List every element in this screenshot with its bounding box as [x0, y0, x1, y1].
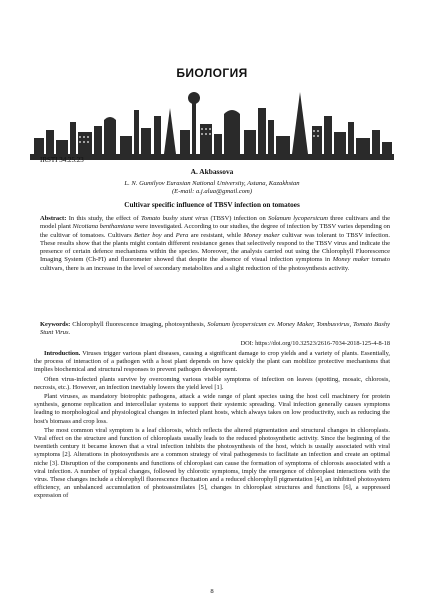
irsti-code: IRSTI 34.25.23 [40, 156, 84, 164]
article-body [34, 350, 390, 502]
affiliation-university: L. N. Gumilyov Eurasian National University, Astana, Kazakhstan [124, 180, 300, 187]
city-skyline-illustration [30, 80, 394, 160]
affiliation [0, 180, 424, 196]
introduction-heading: Introduction. [44, 350, 81, 357]
abstract: Abstract: In this study, the effect of Tomato bushy stunt virus (TBSV) infection on Solanum lycopersicum three cultivars and the model plant Nicotiana benthamiana were investigated. According to our studies, the degree of infection by TBSV varies depending on the cultivar of tomatoes. Cultivars Better boy and Pera are resistant, while Money maker cultivar was tolerant to TBSV infection. These results show that the plants might contain different resistance genes that selectively respond to the TBSV virus and indicate the presence of certain defence mechanisms within the species. Moreover, the analysis carried out using the Chlorophyll Fluorescence Imaging System (Ch-FI) and fluorometer showed that despite the absence of visual infection symptoms in Money maker tomato cultivars, there is an increase in the level of secondary metabolites and a slight reduction of the photosynthesis activity. [40, 215, 391, 272]
paper-title: Cultivar specific influence of TBSV infection on tomatoes [124, 201, 300, 209]
author-name: A. Akbassova [190, 167, 234, 176]
abstract-label: Abstract: [40, 215, 67, 222]
keywords: Keywords: Chlorophyll fluorescence imaging, photosynthesis, Solanum lycopersicum cv. Money Maker, Tombusvirus, Tomato Bushy Stunt Virus. [40, 321, 390, 337]
page-number: 8 [210, 588, 214, 595]
paragraph: The most common viral symptom is a leaf chlorosis, which reflects the altered pigmentation and structural changes in chloroplasts. Viral effect on the structure and function of chloroplasts usually leads to the reduced photosynthetic activity. Since the beginning of the twentieth century it became known that a viral infection inhibits the photosynthesis of the host, which is usually associated with viral symptoms [2]. Alterations in photosynthesis are a common strategy of viral pathogenesis to facilitate an infection and create an optimal niche [3]. Disruption of the components and functions of chloroplast can cause the formation of symptoms of chlorosis associated with a viral infection. A number of typical changes, followed by chlorotic symptoms, imply the emergence of chloroplast interactions with the virus. These changes include a chlorophyll fluorescence fluctuation and a reduced chlorophyll pigmentation [4], an inhibited photosystem efficiency, an unbalanced accumulation of photoassimilates [5], changes in chloroplast structures and functions [6], a suppressed expression of [34, 426, 390, 500]
section-title: БИОЛОГИЯ [176, 66, 248, 80]
paragraph: Often virus-infected plants survive by overcoming various visible symptoms of infection on leaves (spotting, mosaic, chlorosis, necrosis, etc.). However, an infection inevitably lowers the yield level [1]. [34, 375, 390, 391]
doi-link[interactable]: DOI: https://doi.org/10.32523/2616-7034-2018-125-4-8-18 [240, 340, 390, 347]
affiliation-email[interactable]: (E-mail: a.j.alua@gmail.com) [171, 188, 253, 195]
keywords-label: Keywords: [40, 321, 71, 328]
paragraph: Plant viruses, as mandatory biotrophic pathogens, attack a wide range of plant species using the host cell machinery for protein synthesis, genome replication and intercellular systems to support their systemic spreading. Viral infection generally causes symptoms leading to morphological and physiological changes in infected plant hosts, which always takes on low productivity, such as reducing the host's biomass and crop loss. [34, 393, 390, 425]
paragraph-introduction: Introduction. Viruses trigger various plant diseases, causing a significant damage to crop yields and a variety of plants. Essentially, the process of interaction of a pathogen with a host plant depends on how quickly the plant can mobilize protective mechanisms that implies biochemical and structural responses to prevent pathogen development. [34, 350, 390, 374]
